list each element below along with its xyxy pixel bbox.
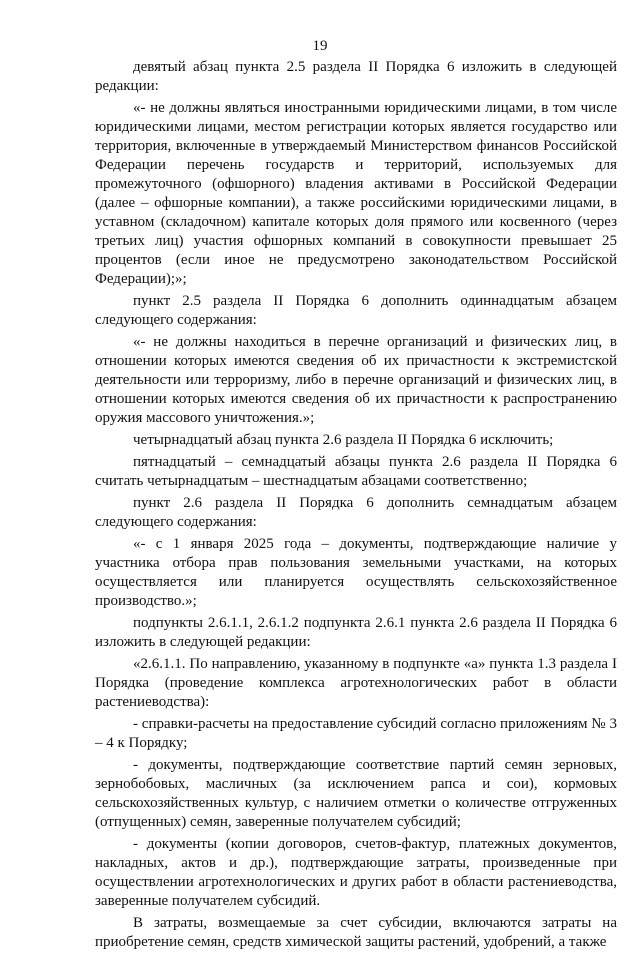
document-body <box>95 58 617 955</box>
paragraph: - справки-расчеты на предоставление субсидий согласно приложениям № 3 – 4 к Порядку; <box>95 716 617 751</box>
paragraph: подпункты 2.6.1.1, 2.6.1.2 подпункта 2.6.1 пункта 2.6 раздела II Порядка 6 изложить в следующей редакции: <box>95 615 617 650</box>
paragraph: пункт 2.6 раздела II Порядка 6 дополнить семнадцатым абзацем следующего содержания: <box>95 495 617 530</box>
paragraph: - документы (копии договоров, счетов-фактур, платежных документов, накладных, актов и др.), подтверждающие затраты, произведенные при осуществлении агротехнологических и других работ в области растениеводства, заверенные получателем субсидий. <box>95 836 617 909</box>
paragraph: «- с 1 января 2025 года – документы, подтверждающие наличие у участника отбора прав пользования земельными участками, на которых осуществляется или планируется осуществлять сельскохозяйственное производство.»; <box>95 536 617 609</box>
paragraph: - документы, подтверждающие соответствие партий семян зерновых, зернобобовых, масличных (за исключением рапса и сои), кормовых сельскохозяйственных культур, с наличием отметки о количестве отгруженных (отпущенных) семян, заверенные получателем субсидий; <box>95 757 617 830</box>
paragraph: «- не должны находиться в перечне организаций и физических лиц, в отношении которых имеются сведения об их причастности к экстремистской деятельности или терроризму, либо в перечне организаций и физических лиц, в отношении которых имеются сведения об их причастности к распространению оружия массового уничтожения.»; <box>95 334 617 426</box>
page-number: 19 <box>312 38 328 54</box>
paragraph: девятый абзац пункта 2.5 раздела II Порядка 6 изложить в следующей редакции: <box>95 59 617 94</box>
paragraph: пункт 2.5 раздела II Порядка 6 дополнить одиннадцатым абзацем следующего содержания: <box>95 293 617 328</box>
paragraph: четырнадцатый абзац пункта 2.6 раздела II Порядка 6 исключить; <box>133 432 554 448</box>
paragraph: В затраты, возмещаемые за счет субсидии, включаются затраты на приобретение семян, средств химической защиты растений, удобрений, а также <box>95 915 617 950</box>
paragraph: «2.6.1.1. По направлению, указанному в подпункте «а» пункта 1.3 раздела I Порядка (проведение комплекса агротехнологических работ в области растениеводства): <box>95 656 617 710</box>
paragraph: «- не должны являться иностранными юридическими лицами, в том числе юридическими лицами, местом регистрации которых является государство или территория, включенные в утверждаемый Министерством финансов Российской Федерации перечень государств и территорий, используемых для промежуточного (офшорного) владения активами в Российской Федерации (далее – офшорные компании), а также российскими юридическими лицами, в уставном (складочном) капитале которых доля прямого или косвенного (через третьих лиц) участия офшорных компаний в совокупности превышает 25 процентов (если иное не предусмотрено законодательством Российской Федерации);»; <box>95 100 617 287</box>
paragraph: пятнадцатый – семнадцатый абзацы пункта 2.6 раздела II Порядка 6 считать четырнадцатым – шестнадцатым абзацами соответственно; <box>95 454 617 489</box>
